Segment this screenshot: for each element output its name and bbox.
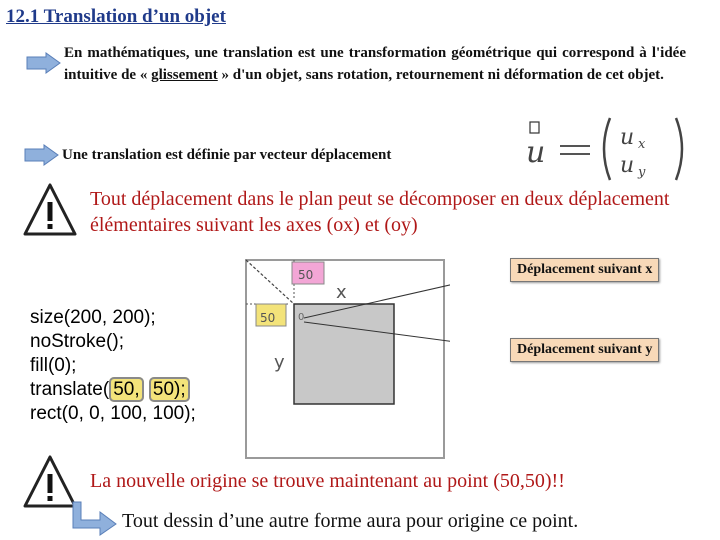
svg-text:x: x [638,137,646,152]
intro-underlined: glissement [151,67,218,83]
callout-y: Déplacement suivant y [510,338,659,362]
intro-paragraph [64,42,686,86]
intro-text-1: En mathématiques, une translation est une transformation géométrique qui correspond à l'idée intuitive de « [64,45,686,83]
translated-rect [294,304,394,404]
svg-text:u: u [620,153,635,178]
intro-text-2: » d'un objet, sans rotation, retournement ni déformation de cet objet. [217,67,664,83]
label-x: 50 [298,268,314,282]
vector-formula [512,112,692,186]
arrow-bullet-icon [24,144,60,166]
label-y: 50 [260,311,276,325]
page-title: 12.1 Translation d’un objet [6,6,226,27]
warning-new-origin: La nouvelle origine se trouve maintenant au point (50,50)!! [90,470,565,492]
arrow-bullet-icon [26,52,62,74]
axis-x-label: x [336,282,347,303]
translate-x-highlight: 50, [109,377,143,402]
definition-text: Une translation est définie par vecteur déplacement [62,147,392,163]
svg-text:u: u [620,125,635,150]
code-block [30,306,196,426]
warning-icon [22,182,78,238]
code-line: translate( 50, 50); [30,378,196,402]
callout-x: Déplacement suivant x [510,258,659,282]
code-line: rect(0, 0, 100, 100); [30,403,196,424]
translate-y-highlight: 50); [149,377,190,402]
origin-label: 0 [298,312,305,323]
svg-text:y: y [638,165,646,180]
axis-y-label: y [274,352,285,373]
code-line: size(200, 200); [30,307,156,328]
code-line: noStroke(); [30,331,124,352]
warning-decomposition: Tout déplacement dans le plan peut se décomposer en deux déplacement élémentaires suivant les axes (ox) et (oy) [90,188,670,236]
return-arrow-icon [70,500,120,536]
conclusion-text: Tout dessin d’une autre forme aura pour origine ce point. [122,510,579,532]
vector-symbol: u [526,135,546,170]
code-line: fill(0); [30,355,77,376]
translation-diagram [240,256,450,462]
